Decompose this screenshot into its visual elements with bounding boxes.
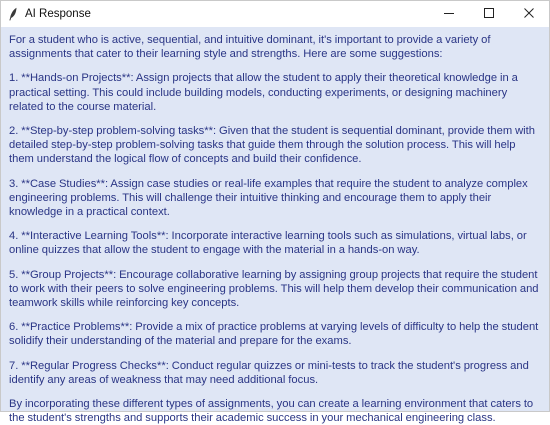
close-icon [524,5,534,23]
maximize-button[interactable] [469,1,509,27]
close-button[interactable] [509,1,549,27]
maximize-icon [484,5,494,23]
response-text-area[interactable] [1,27,549,425]
response-paragraph-interactive-tools: 4. **Interactive Learning Tools**: Incorporate interactive learning tools such as simulations, virtual labs, or online quizzes that allow the student to engage with the material in a hands-on way. [9,230,527,257]
minimize-button[interactable] [429,1,469,27]
response-paragraph-progress-checks: 7. **Regular Progress Checks**: Conduct regular quizzes or mini-tests to track the student's progress and identify any areas of weakness that may need additional focus. [9,359,529,386]
response-paragraph-conclusion: By incorporating these different types of assignments, you can create a learning environment that caters to the student's strengths and supports their academic success in your mechanical engineering class. [9,398,534,425]
response-paragraph-practice-problems: 6. **Practice Problems**: Provide a mix of practice problems at varying levels of difficulty to help the student solidify their understanding of the material and prepare for the exams. [9,321,539,348]
response-paragraph-intro: For a student who is active, sequential, and intuitive dominant, it's important to provide a variety of assignments that cater to their learning style and strengths. Here are some suggestions: [9,34,491,61]
window-controls [429,1,549,27]
response-paragraph-group-projects: 5. **Group Projects**: Encourage collaborative learning by assigning group projects that require the student to work with their peers to solve engineering problems. This will help them develop their communication and teamwork skills while reinforcing key concepts. [9,268,539,310]
response-paragraph-step-by-step-tasks: 2. **Step-by-step problem-solving tasks**: Given that the student is sequential dominant, provide them with detailed step-by-step problem-solving tasks that guide them through the solution process. This will help them understand the logical flow of concepts and build their confidence. [9,125,535,166]
minimize-icon [444,5,454,23]
feather-icon [8,7,18,21]
response-paragraph-hands-on-projects: 1. **Hands-on Projects**: Assign projects that allow the student to apply their theoretical knowledge in a practical setting. This could include building models, conducting experiments, or designing machinery related to the course material. [9,72,518,113]
title-bar[interactable] [1,1,549,27]
window-title: AI Response [25,8,91,20]
response-paragraph-case-studies: 3. **Case Studies**: Assign case studies or real-life examples that require the student to analyze complex engineering problems. This will challenge their intuitive thinking and encourage them to apply their knowledge in a practical context. [9,177,528,219]
